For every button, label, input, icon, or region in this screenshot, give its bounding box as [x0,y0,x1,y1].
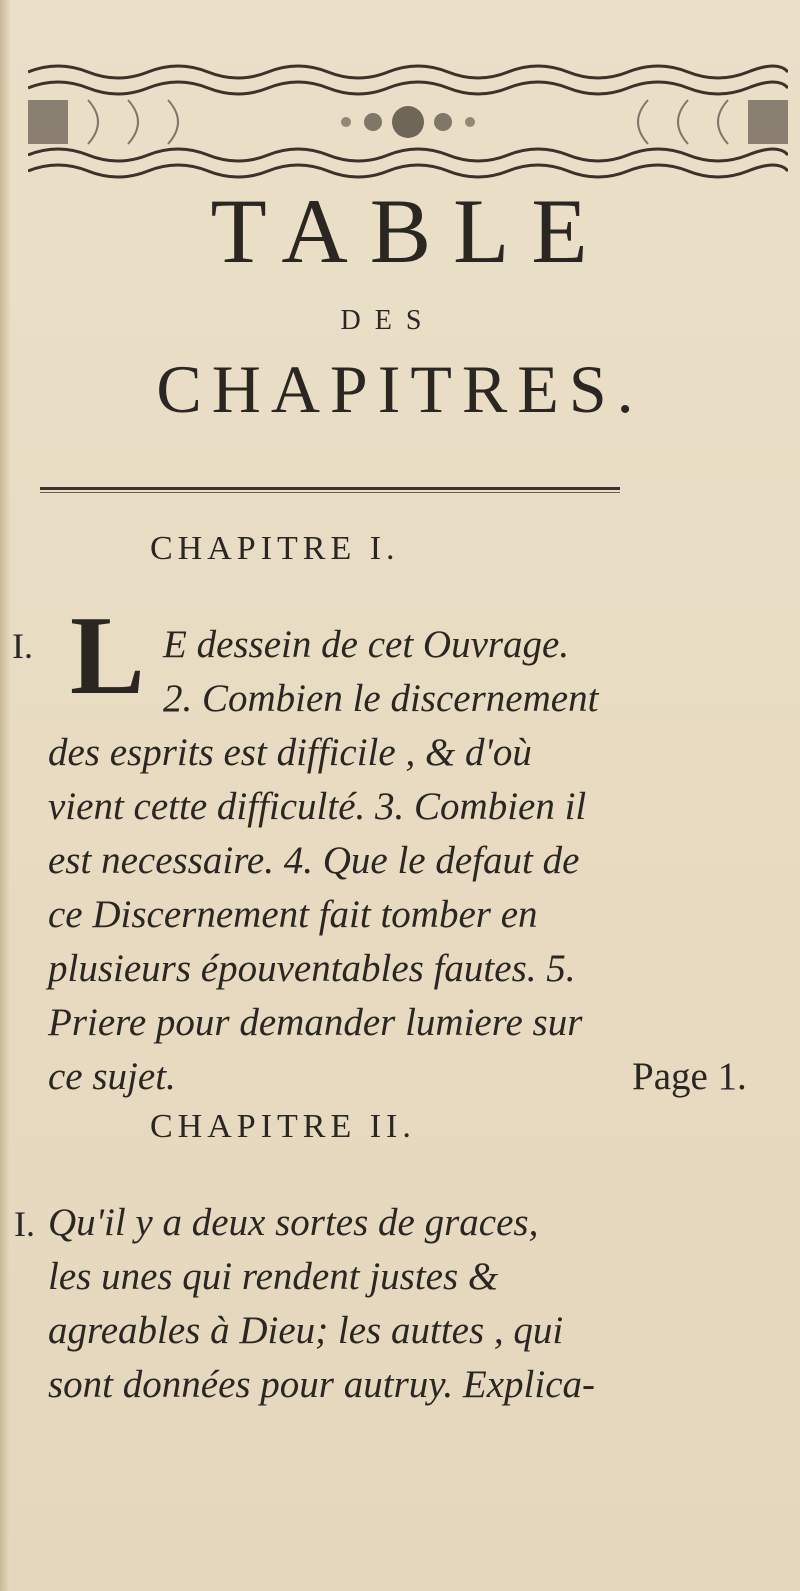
divider-rule-thin [40,492,620,493]
chapter-text-line: E dessein de cet Ouvrage. [163,623,570,666]
divider-rule [40,487,620,490]
page-edge [0,0,10,1591]
drop-cap: L [70,594,145,718]
chapter-text-line: Priere pour demander lumiere sur [48,1001,583,1044]
page-reference: Page 1. [632,1055,747,1098]
chapter-text-line: plusieurs épouventables fautes. 5. [48,947,576,990]
chapter-text-line: ce Discernement fait tomber en [48,893,538,936]
chapter-text-line: Qu'il y a deux sortes de graces, [48,1201,539,1244]
chapter-text-line: sont données pour autruy. Explica- [48,1363,596,1406]
chapter-text-line: des esprits est difficile , & d'où [48,731,532,774]
entry-number: I. [12,626,33,666]
chapter-text-line: 2. Combien le discernement [163,677,599,720]
chapter-heading: CHAPITRE II. [150,1108,416,1145]
printers-ornament-band [28,60,788,185]
chapter-text-line: est necessaire. 4. Que le defaut de [48,839,580,882]
chapter-text-line: les unes qui rendent justes & [48,1255,499,1298]
title-table: TABLE [210,180,610,282]
entry-number: I. [14,1204,35,1244]
chapter-text-line: vient cette difficulté. 3. Combien il [48,785,587,828]
chapter-heading: CHAPITRE I. [150,530,400,567]
title-des: DES [340,305,436,336]
title-chapitres: CHAPITRES. [156,351,644,427]
chapter-text-line: agreables à Dieu; les auttes , qui [48,1309,564,1352]
chapter-text-line: ce sujet. [48,1055,176,1098]
